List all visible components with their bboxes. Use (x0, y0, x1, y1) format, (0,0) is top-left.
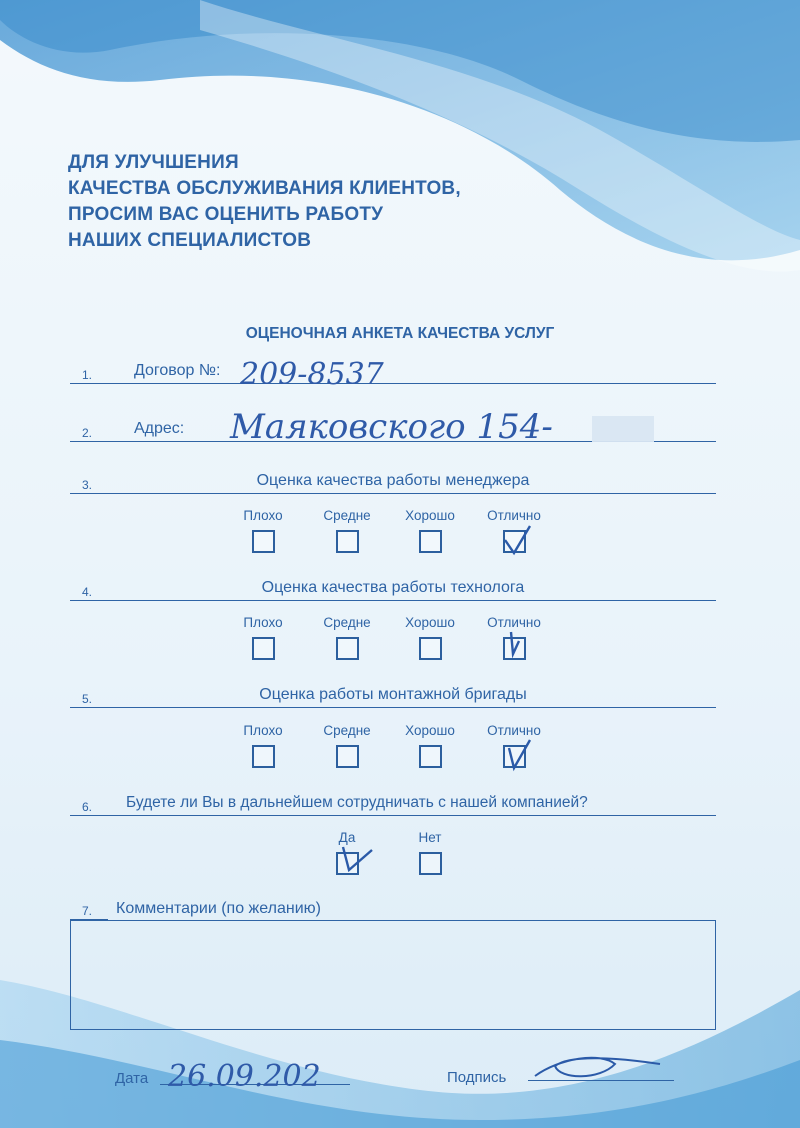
option-excellent[interactable] (474, 508, 554, 553)
option-average[interactable] (307, 508, 387, 553)
form-title: ОЦЕНОЧНАЯ АНКЕТА КАЧЕСТВА УСЛУГ (245, 325, 555, 342)
checkbox[interactable] (336, 530, 359, 553)
item-number: 7. (82, 904, 93, 918)
checkbox[interactable] (419, 530, 442, 553)
checkbox[interactable] (252, 745, 275, 768)
underline (70, 493, 716, 494)
option-bad[interactable] (223, 508, 303, 553)
rating-options-manager (0, 508, 800, 568)
checkbox[interactable] (419, 852, 442, 875)
headline-line: ДЛЯ УЛУЧШЕНИЯ (68, 152, 239, 173)
address-row (70, 410, 716, 442)
contract-value: 209-8537 (240, 357, 384, 392)
option-label: Отлично (487, 723, 541, 738)
option-label: Плохо (243, 508, 283, 523)
item-number: 2. (82, 426, 93, 440)
date-value: 26.09.202 (168, 1059, 321, 1094)
contract-label: Договор №: (134, 362, 221, 379)
option-label: Средне (323, 508, 371, 523)
address-label: Адрес: (134, 420, 185, 437)
option-average[interactable] (307, 723, 387, 768)
item-number: 5. (82, 692, 93, 706)
underline (70, 383, 716, 384)
option-good[interactable] (390, 615, 470, 660)
rating-label: Оценка качества работы менеджера (256, 472, 530, 489)
option-good[interactable] (390, 723, 470, 768)
option-label: Средне (323, 723, 371, 738)
checkbox[interactable] (252, 637, 275, 660)
option-label: Хорошо (405, 508, 455, 523)
option-yes[interactable] (307, 830, 387, 875)
option-label: Отлично (487, 615, 541, 630)
item-number: 3. (82, 478, 93, 492)
checkbox[interactable] (252, 530, 275, 553)
option-label: Нет (418, 830, 442, 845)
headline-line: КАЧЕСТВА ОБСЛУЖИВАНИЯ КЛИЕНТОВ, (68, 178, 461, 199)
option-excellent[interactable] (474, 615, 554, 660)
option-label: Плохо (243, 723, 283, 738)
headline-line: НАШИХ СПЕЦИАЛИСТОВ (68, 230, 312, 251)
page-headline (68, 150, 461, 254)
underline (70, 441, 716, 442)
rating-options-installation (0, 723, 800, 783)
comments-label: Комментарии (по желанию) (116, 900, 321, 917)
option-label: Отлично (487, 508, 541, 523)
option-average[interactable] (307, 615, 387, 660)
option-excellent[interactable] (474, 723, 554, 768)
checkbox[interactable] (503, 530, 526, 553)
checkbox[interactable] (336, 852, 359, 875)
date-underline (160, 1084, 350, 1085)
option-label: Хорошо (405, 615, 455, 630)
signature-underline (528, 1080, 674, 1081)
item-number: 1. (82, 368, 93, 382)
option-label: Да (338, 830, 356, 845)
checkbox[interactable] (503, 637, 526, 660)
signature-label: Подпись (447, 1069, 507, 1086)
comments-row (70, 892, 716, 920)
underline (70, 600, 716, 601)
option-good[interactable] (390, 508, 470, 553)
rating-row-manager (70, 462, 716, 494)
rating-row-technologist (70, 569, 716, 601)
checkbox[interactable] (419, 637, 442, 660)
option-label: Хорошо (405, 723, 455, 738)
comments-field[interactable] (70, 920, 716, 1030)
option-label: Средне (323, 615, 371, 630)
cooperation-options (0, 830, 800, 890)
option-label: Плохо (243, 615, 283, 630)
checkbox[interactable] (336, 745, 359, 768)
checkbox[interactable] (336, 637, 359, 660)
underline (70, 815, 716, 816)
cooperation-label: Будете ли Вы в дальнейшем сотрудничать с нашей компанией? (126, 794, 588, 811)
rating-label: Оценка работы монтажной бригады (259, 686, 527, 703)
cooperation-row (70, 784, 716, 816)
headline-line: ПРОСИМ ВАС ОЦЕНИТЬ РАБОТУ (68, 204, 384, 225)
option-bad[interactable] (223, 723, 303, 768)
checkbox[interactable] (503, 745, 526, 768)
date-label: Дата (115, 1070, 149, 1087)
address-value: Маяковского 154- (230, 407, 553, 447)
contract-row (70, 352, 716, 384)
rating-options-technologist (0, 615, 800, 675)
item-number: 4. (82, 585, 93, 599)
option-no[interactable] (390, 830, 470, 875)
item-number: 6. (82, 800, 93, 814)
checkbox[interactable] (419, 745, 442, 768)
underline (70, 707, 716, 708)
rating-row-installation (70, 676, 716, 708)
rating-label: Оценка качества работы технолога (261, 579, 525, 596)
option-bad[interactable] (223, 615, 303, 660)
